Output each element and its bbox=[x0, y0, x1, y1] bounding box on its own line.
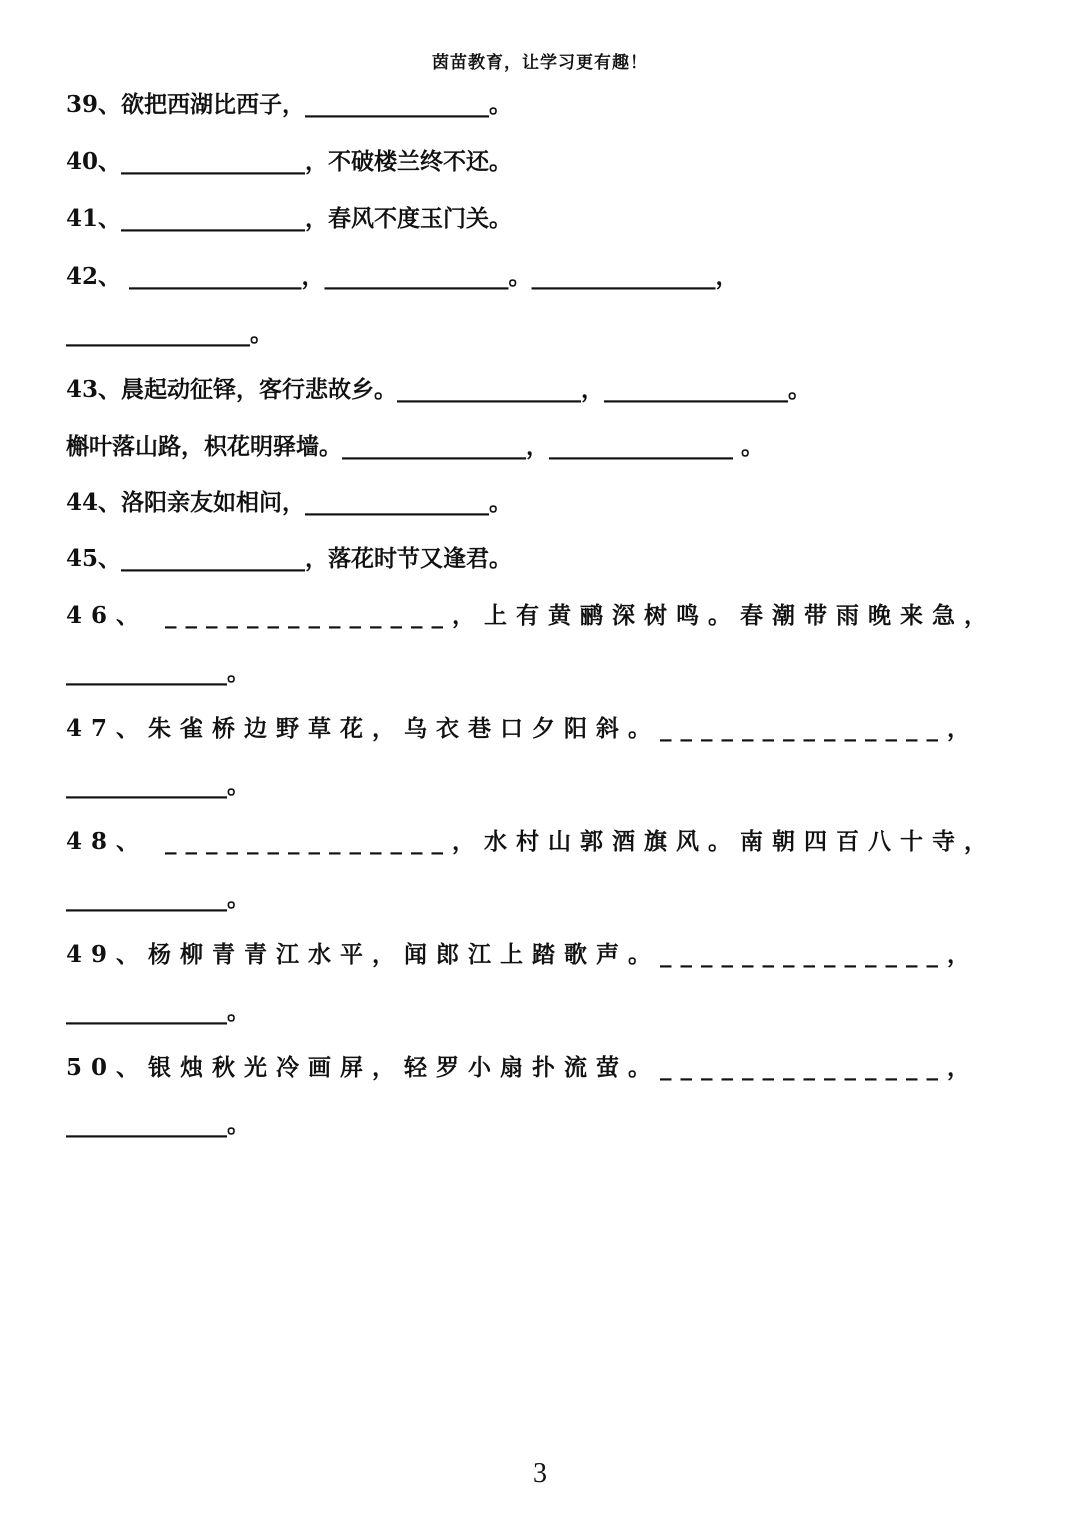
question-44: 44、洛阳亲友如相问，________________。 bbox=[66, 489, 513, 516]
question-43: 43、晨起动征铎，客行悲故乡。________________，________________。 bbox=[66, 376, 812, 403]
question-48: 48、 ______________，水村山郭酒旗风。南朝四百八十寺， bbox=[66, 828, 997, 855]
page-number: 3 bbox=[533, 1458, 547, 1489]
question-41: 41、________________，春风不度玉门关。 bbox=[66, 205, 513, 232]
question-39: 39、欲把西湖比西子，________________。 bbox=[66, 91, 513, 118]
question-45: 45、________________，落花时节又逢君。 bbox=[66, 545, 513, 572]
page-header: 茵苗教育，让学习更有趣！ bbox=[432, 53, 648, 73]
question-50-continued: ______________。 bbox=[66, 1111, 250, 1138]
question-48-continued: ______________。 bbox=[66, 885, 250, 912]
question-47: 47、朱雀桥边野草花，乌衣巷口夕阳斜。______________， bbox=[66, 715, 980, 742]
question-49: 49、杨柳青青江水平，闻郎江上踏歌声。______________， bbox=[66, 941, 980, 968]
question-40: 40、________________，不破楼兰终不还。 bbox=[66, 148, 513, 175]
question-50: 50、银烛秋光冷画屏，轻罗小扇扑流萤。______________， bbox=[66, 1054, 980, 1081]
question-46: 46、 ______________，上有黄鹂深树鸣。春潮带雨晚来急， bbox=[66, 602, 997, 629]
question-43-second-line: 槲叶落山路，枳花明驿墙。________________，________________ 。 bbox=[66, 433, 765, 460]
question-46-continued: ______________。 bbox=[66, 659, 250, 686]
question-49-continued: ______________。 bbox=[66, 998, 250, 1025]
question-42-continued: ________________。 bbox=[66, 320, 273, 347]
question-47-continued: ______________。 bbox=[66, 772, 250, 799]
question-42: 42、 _______________，________________。________________， bbox=[66, 263, 739, 290]
